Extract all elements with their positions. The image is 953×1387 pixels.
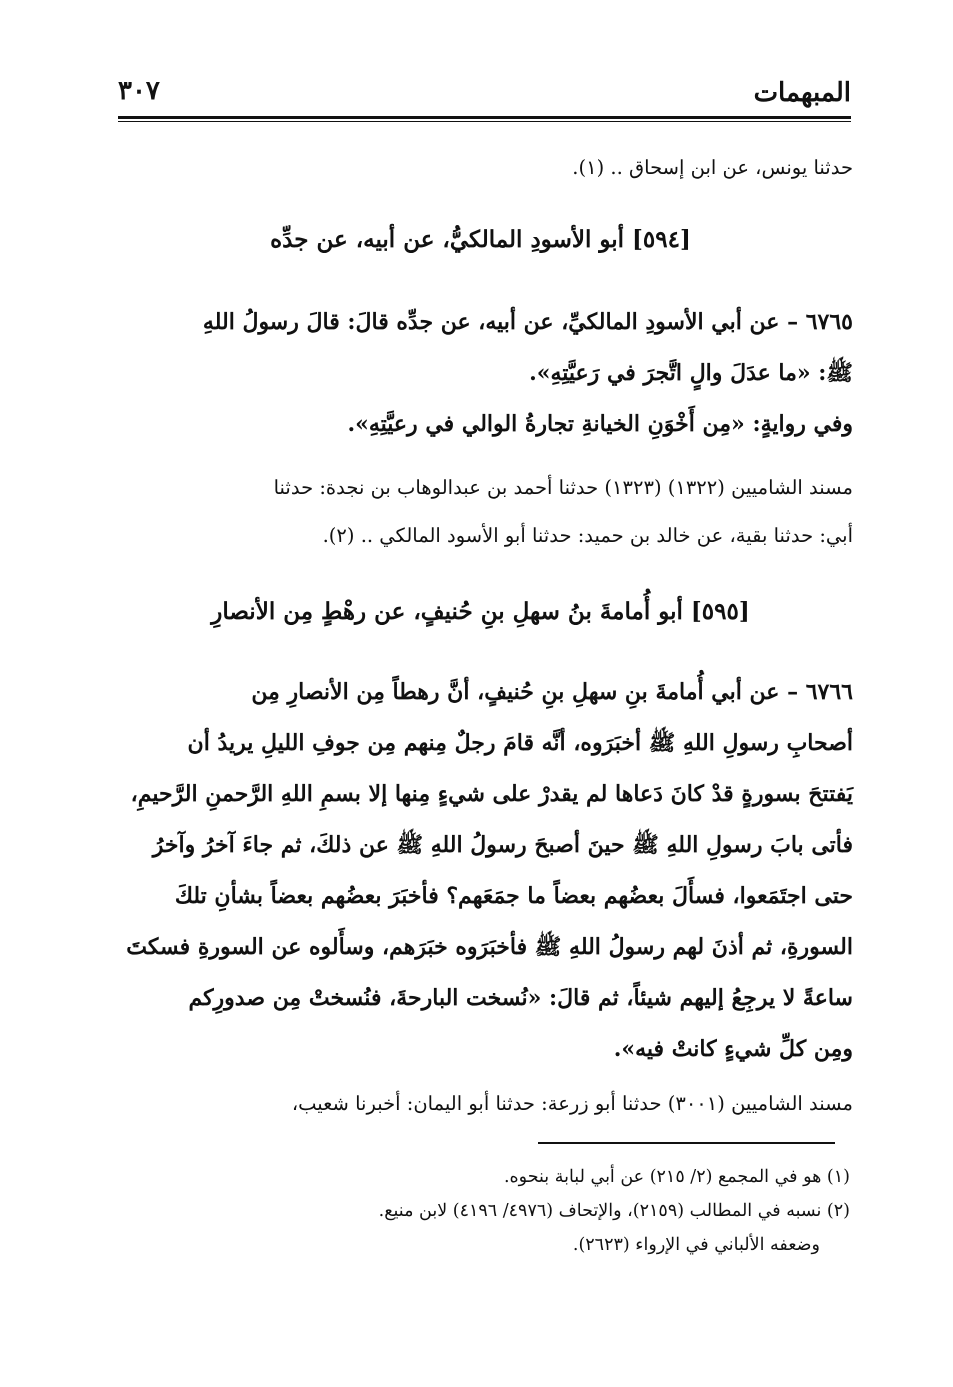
- header-rule: [118, 116, 851, 119]
- hadith-6766-line-8: ومِن كلِّ شيءٍ كانتْ فيه».: [613, 1036, 853, 1062]
- hadith-6765: [108, 297, 853, 450]
- carry-over-line: [108, 144, 853, 192]
- hadith-6766-line-7: ساعةً لا يرجِعُ إليهم شيئاً، ثم قالَ: «نُسخت البارحةَ، فنُسختْ مِن صدورِكم: [188, 985, 853, 1011]
- source-595-line-1: مسند الشاميين (٣٠٠١) حدثنا أبو زرعة: حدثنا أبو اليمان: أخبرنا شعيب،: [291, 1092, 853, 1115]
- hadith-6765-line-2: ﷺ: «ما عدَلَ والٍ اتَّجرَ في رَعيَّتِهِ».: [529, 360, 853, 386]
- hadith-6765-line-1: ٦٧٦٥ – عن أبي الأسودِ المالكيِّ، عن أبيه، عن جدِّه قالَ: قالَ رسولُ اللهِ: [202, 309, 853, 335]
- footnote-1: (١) هو في المجمع (٢/ ٢١٥) عن أبي لبابة بنحوه.: [503, 1167, 850, 1187]
- source-594-line-2: أبي: حدثنا بقية، عن خالد بن حميد: حدثنا أبو الأسود المالكي .. (٢).: [322, 524, 853, 547]
- running-header: [118, 72, 851, 116]
- section-heading-595: [٥٩٥] أبو أُمامةَ بنُ سهلِ بنِ حُنيفٍ، عن رهْطٍ مِن الأنصارِ: [211, 598, 750, 625]
- footnote-2: (٢) نسبه في المطالب (٢١٥٩)، والإتحاف (٤٩٧٦/ ٤١٩٦) لابن منيع.: [378, 1201, 850, 1221]
- hadith-6766-line-1: ٦٧٦٦ – عن أبي أُمامةَ بنِ سهلِ بنِ حُنيفٍ، أنَّ رهطاً مِن الأنصارِ مِن: [251, 679, 853, 705]
- footnotes: [250, 1160, 850, 1262]
- hadith-6766-line-6: السورةِ، ثم أذنَ لهم رسولُ اللهِ ﷺ فأخبَرَوه خبَرَهم، وسأَلوه عن السورةِ فسكتَ: [126, 934, 853, 960]
- footnote-rule: [538, 1142, 835, 1144]
- hadith-6766-line-5: حتى اجتَمَعوا، فسأَلَ بعضُهم بعضاً ما جمَعَهم؟ فأخبَرَ بعضُهم بعضاً بشأنِ تلكَ: [174, 883, 853, 909]
- hadith-6766: [108, 667, 853, 1075]
- footnote-2-continuation: وضعفه الألباني في الإرواء (٢٦٢٣).: [572, 1235, 820, 1255]
- source-594: [108, 464, 853, 560]
- header-title: المبهمات: [753, 78, 851, 108]
- hadith-6766-line-2: أصحابِ رسولِ اللهِ ﷺ أخبَرَوه، أنَّه قامَ رجلٌ مِنهم مِن جوفِ الليلِ يريدُ أن: [187, 730, 853, 756]
- source-594-line-1: مسند الشاميين (١٣٢٢) (١٣٢٣) حدثنا أحمد بن عبدالوهاب بن نجدة: حدثنا: [273, 476, 853, 499]
- section-heading-594: [٥٩٤] أبو الأسودِ المالكيُّ، عن أبيه، عن جدِّه: [270, 226, 691, 253]
- source-595: [108, 1080, 853, 1128]
- hadith-6766-line-3: يَفتتحَ بسورةٍ قدْ كانَ دَعاها لم يقدرْ على شيءٍ مِنها إلا بسمِ اللهِ الرَّحمنِ الرَّحيمِ،: [130, 781, 853, 807]
- page-number: ٣٠٧: [118, 76, 160, 106]
- header-rule-thin: [118, 121, 851, 122]
- hadith-6766-line-4: فأتى بابَ رسولِ اللهِ ﷺ حينَ أصبحَ رسولُ اللهِ ﷺ عن ذلكَ، ثم جاءَ آخرُ وآخرُ: [152, 832, 853, 858]
- carry-over-text: حدثنا يونس، عن ابن إسحاق .. (١).: [572, 156, 853, 179]
- hadith-6765-line-3: وفي روايةٍ: «مِن أَخْوَنِ الخيانةِ تجارةُ الوالي في رعيَّتِهِ».: [347, 411, 853, 437]
